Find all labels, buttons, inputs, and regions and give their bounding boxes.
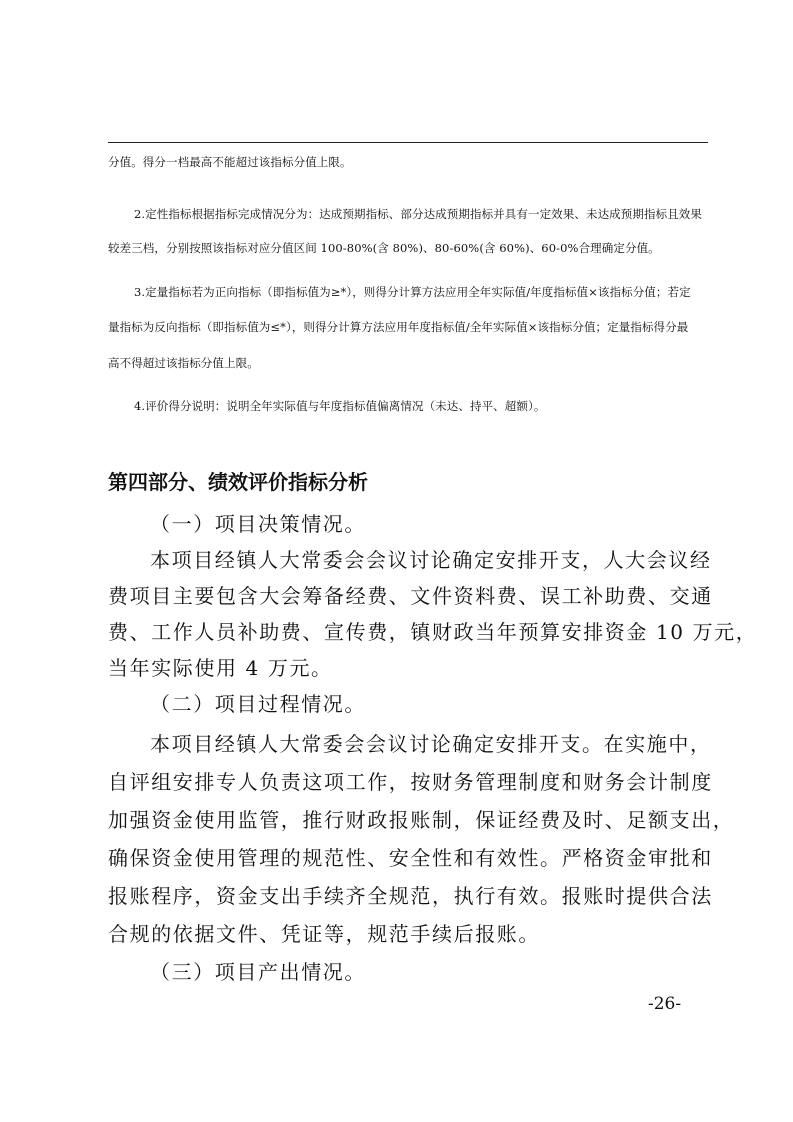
note-line: 较差三档，分别按照该指标对应分值区间 100-80%(含 80%)、80-60%(含 60%)、60-0%合理确定分值。 [108,241,660,255]
subheading: （三）项目产出情况。 [150,960,366,984]
note-line: 分值。得分一档最高不能超过该指标分值上限。 [108,155,352,169]
paragraph-line: 费、工作人员补助费、宣传费，镇财政当年预算安排资金 10 万元， [108,620,758,644]
paragraph-line: 当年实际使用 4 万元。 [108,656,333,680]
note-line: 2.定性指标根据指标完成情况分为：达成预期指标、部分达成预期指标并具有一定效果、未达成预期指标且效果 [134,207,702,221]
header-rule [108,142,708,143]
section-title: 第四部分、绩效评价指标分析 [108,470,368,494]
note-line: 高不得超过该指标分值上限。 [108,356,259,370]
paragraph-line: 合规的依据文件、凭证等，规范手续后报账。 [108,922,540,946]
page-number: -26- [648,994,682,1014]
paragraph-line: 自评组安排专人负责这项工作，按财务管理制度和财务会计制度 [108,770,713,794]
subheading: （一）项目决策情况。 [150,512,366,536]
paragraph-line: 本项目经镇人大常委会会议讨论确定安排开支。在实施中， [150,732,712,756]
note-line: 4.评价得分说明：说明全年实际值与年度指标值偏离情况（未达、持平、超额）。 [134,399,546,413]
paragraph-line: 本项目经镇人大常委会会议讨论确定安排开支，人大会议经 [150,548,712,572]
paragraph-line: 确保资金使用管理的规范性、安全性和有效性。严格资金审批和 [108,846,713,870]
paragraph-line: 加强资金使用监管，推行财政报账制，保证经费及时、足额支出， [108,808,735,832]
subheading: （二）项目过程情况。 [150,692,366,716]
paragraph-line: 费项目主要包含大会筹备经费、文件资料费、误工补助费、交通 [108,584,713,608]
note-line: 量指标为反向指标（即指标值为≤*），则得分计算方法应用年度指标值/全年实际值×该指标分值；定量指标得分最 [108,320,689,334]
note-line: 3.定量指标若为正向指标（即指标值为≥*），则得分计算方法应用全年实际值/年度指标值×该指标分值；若定 [134,285,691,299]
paragraph-line: 报账程序，资金支出手续齐全规范，执行有效。报账时提供合法 [108,884,713,908]
